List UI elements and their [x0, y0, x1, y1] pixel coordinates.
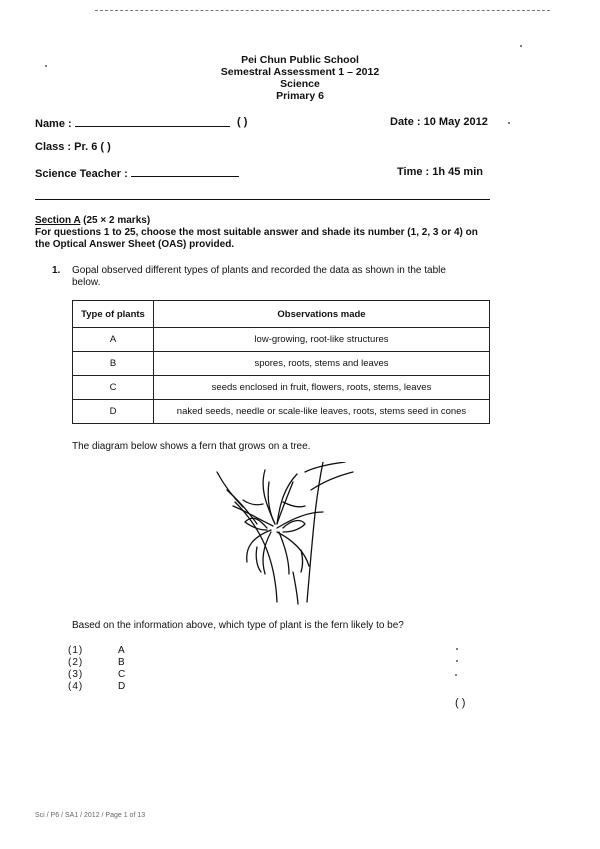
- table-row: [73, 400, 490, 424]
- name-field: [35, 116, 230, 130]
- option-label: D: [118, 681, 126, 692]
- cell-type: B: [73, 352, 154, 376]
- cell-observation: spores, roots, stems and leaves: [154, 352, 490, 376]
- table-row: [73, 376, 490, 400]
- answer-options: [68, 645, 125, 693]
- observations-table: [72, 300, 490, 424]
- option-label: B: [118, 657, 125, 668]
- teacher-blank[interactable]: [131, 166, 239, 177]
- cell-type: A: [73, 328, 154, 352]
- cell-observation: naked seeds, needle or scale-like leaves, roots, stems seed in cones: [154, 400, 490, 424]
- section-instructions-2: the Optical Answer Sheet (OAS) provided.: [35, 239, 235, 250]
- option-number: (3): [68, 669, 84, 680]
- level-title: Primary 6: [276, 90, 324, 102]
- top-scan-rule: [95, 10, 550, 11]
- question-text-1: Gopal observed different types of plants and recorded the data as shown in the table: [72, 265, 446, 276]
- register-number-paren: ( ): [237, 116, 248, 128]
- scan-speck: [456, 648, 458, 650]
- question-prompt: Based on the information above, which type of plant is the fern likely to be?: [72, 620, 404, 631]
- option-number: (1): [68, 645, 84, 656]
- teacher-label: Science Teacher :: [35, 168, 128, 180]
- teacher-field: [35, 166, 239, 180]
- diagram-caption: The diagram below shows a fern that grows on a tree.: [72, 441, 311, 452]
- option-row[interactable]: [68, 681, 125, 693]
- option-label: C: [118, 669, 126, 680]
- fern-on-tree-diagram: [205, 462, 365, 607]
- section-marks: (25 × 2 marks): [80, 215, 151, 226]
- option-row[interactable]: [68, 657, 125, 669]
- subject-title: Science: [280, 78, 320, 90]
- option-row[interactable]: [68, 645, 125, 657]
- cell-type: D: [73, 400, 154, 424]
- section-heading: [35, 215, 150, 226]
- cell-observation: seeds enclosed in fruit, flowers, roots, stems, leaves: [154, 376, 490, 400]
- header-observations: Observations made: [154, 301, 490, 328]
- table-row: [73, 328, 490, 352]
- class-label: Class : Pr. 6 ( ): [35, 141, 111, 153]
- exam-title: Semestral Assessment 1 – 2012: [220, 66, 380, 78]
- scan-speck: [456, 660, 458, 662]
- page-footer: Sci / P6 / SA1 / 2012 / Page 1 of 13: [35, 812, 146, 819]
- option-number: (4): [68, 681, 84, 692]
- section-instructions-1: For questions 1 to 25, choose the most suitable answer and shade its number (1, 2, 3 or 4) on: [35, 227, 478, 238]
- scan-speck: [520, 45, 522, 47]
- option-label: A: [118, 645, 125, 656]
- trunk-right-edge: [307, 462, 323, 602]
- cell-observation: low-growing, root-like structures: [154, 328, 490, 352]
- scan-speck: [508, 122, 510, 124]
- option-number: (2): [68, 657, 84, 668]
- table-row: [73, 352, 490, 376]
- scan-speck: [455, 674, 457, 676]
- name-label: Name :: [35, 118, 72, 130]
- header-separator: [35, 199, 490, 200]
- scan-speck: [45, 65, 47, 67]
- date-label: Date : 10 May 2012: [390, 116, 488, 128]
- question-text-2: below.: [72, 277, 101, 288]
- school-name: Pei Chun Public School: [241, 54, 359, 66]
- answer-bracket[interactable]: ( ): [455, 697, 466, 709]
- time-label: Time : 1h 45 min: [397, 166, 483, 178]
- question-number: 1.: [52, 265, 61, 276]
- header-type-of-plants: Type of plants: [73, 301, 154, 328]
- name-blank[interactable]: [75, 116, 230, 127]
- option-row[interactable]: [68, 669, 125, 681]
- table-header-row: [73, 301, 490, 328]
- section-title: Section A: [35, 215, 81, 226]
- cell-type: C: [73, 376, 154, 400]
